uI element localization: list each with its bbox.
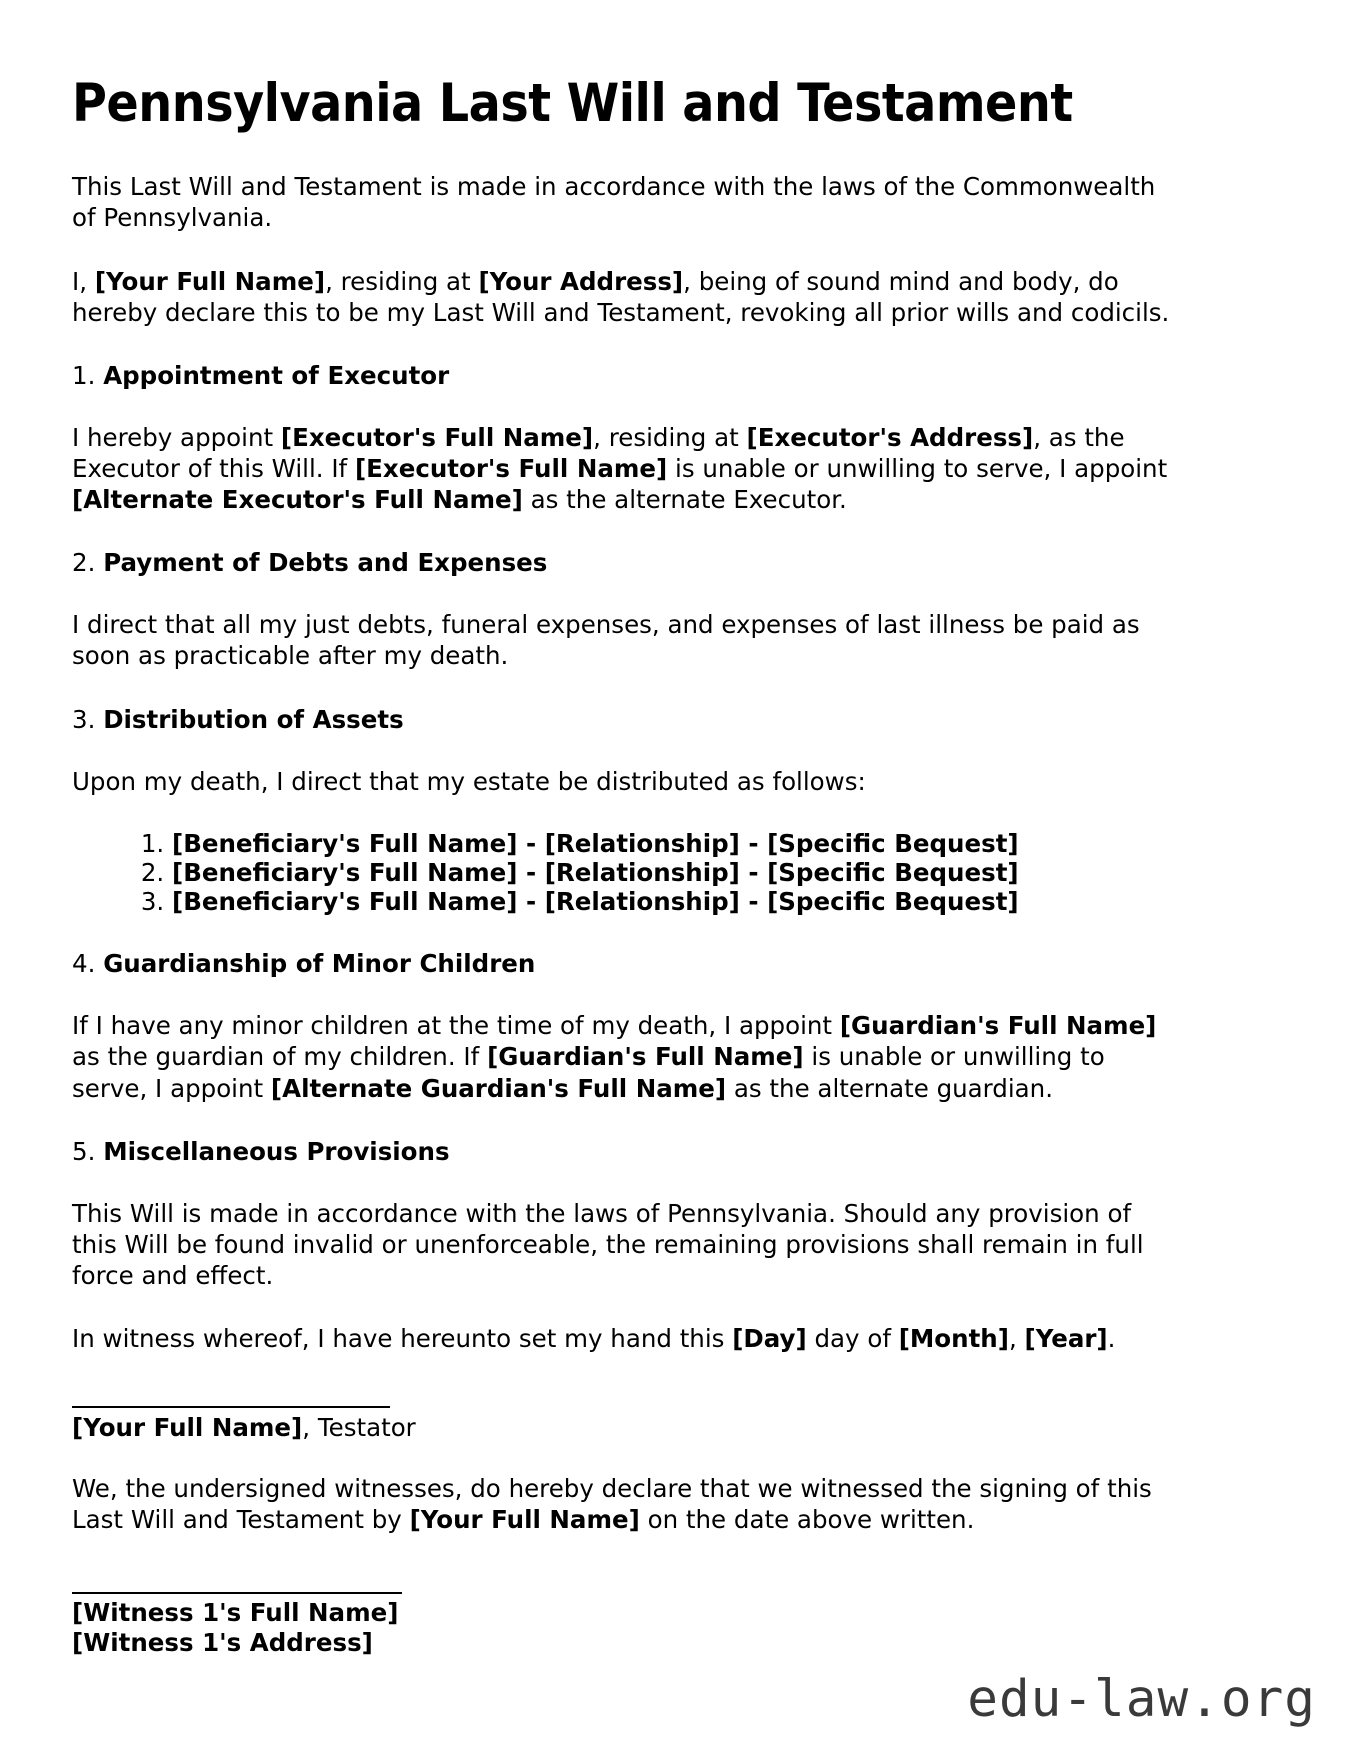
witness-whereof-text-1: In witness whereof, I have hereunto set my hand this bbox=[72, 1324, 733, 1354]
testator-signature-block bbox=[72, 1406, 1177, 1443]
witness-declaration-text-2: on the date above written. bbox=[639, 1505, 975, 1535]
guardianship-text-2: as the guardian of my children. If bbox=[72, 1042, 488, 1072]
witness-whereof-text-4: . bbox=[1107, 1324, 1116, 1354]
declaration-mid1: , residing at bbox=[325, 266, 479, 296]
alternate-guardian-name-placeholder: [Alternate Guardian's Full Name] bbox=[270, 1073, 727, 1103]
witness-declaration-text-1: We, the undersigned witnesses, do hereby declare that we witnessed the signing of this Last Will and Testament by bbox=[72, 1474, 1152, 1535]
guardian-name-placeholder-2: [Guardian's Full Name] bbox=[487, 1042, 804, 1072]
declaration-suffix: , being of sound mind and body, do hereby declare this to be my Last Will and Testament, revoking all prior wills and codicils. bbox=[72, 266, 1170, 327]
section-heading-miscellaneous bbox=[72, 1136, 1177, 1167]
beneficiary-list bbox=[72, 829, 1177, 916]
section-title-distribution: Distribution of Assets bbox=[103, 704, 404, 734]
witness-one-signature-line bbox=[72, 1592, 402, 1594]
page-title: Pennsylvania Last Will and Testament bbox=[72, 73, 1073, 134]
witness-whereof-paragraph bbox=[72, 1323, 1177, 1354]
section-heading-distribution bbox=[72, 704, 1177, 735]
witness-declaration-name-placeholder: [Your Full Name] bbox=[409, 1505, 640, 1535]
section-number-5: 5. bbox=[72, 1136, 96, 1166]
list-item bbox=[172, 829, 1177, 858]
executor-text-2: , residing at bbox=[593, 422, 747, 452]
intro-paragraph: This Last Will and Testament is made in accordance with the laws of the Commonwealth of Pennsylvania. bbox=[72, 172, 1156, 233]
beneficiary-entry-1: [Beneficiary's Full Name] - [Relationship] - [Specific Bequest] bbox=[172, 828, 1019, 858]
your-address-placeholder: [Your Address] bbox=[478, 266, 684, 296]
witness-one-address: [Witness 1's Address] bbox=[72, 1627, 373, 1657]
guardianship-text-3: is unable or unwilling to serve, I appoint bbox=[72, 1042, 1105, 1103]
testator-role-label: , Testator bbox=[302, 1413, 416, 1443]
executor-name-placeholder-2: [Executor's Full Name] bbox=[354, 454, 668, 484]
section-number-3: 3. bbox=[72, 704, 96, 734]
executor-text-4: is unable or unwilling to serve, I appoint bbox=[667, 454, 1168, 484]
your-full-name-placeholder: [Your Full Name] bbox=[94, 266, 326, 296]
alternate-executor-name-placeholder: [Alternate Executor's Full Name] bbox=[72, 485, 523, 515]
section-number-1: 1. bbox=[72, 360, 96, 390]
site-watermark: edu-law.org bbox=[967, 1670, 1316, 1729]
testator-signature-caption bbox=[72, 1412, 1177, 1443]
year-placeholder: [Year] bbox=[1024, 1324, 1108, 1354]
executor-name-placeholder: [Executor's Full Name] bbox=[280, 422, 594, 452]
beneficiary-entry-2: [Beneficiary's Full Name] - [Relationship] - [Specific Bequest] bbox=[172, 857, 1019, 887]
executor-address-placeholder: [Executor's Address] bbox=[746, 422, 1034, 452]
guardianship-text-4: as the alternate guardian. bbox=[726, 1073, 1053, 1103]
witness-one-name: [Witness 1's Full Name] bbox=[72, 1597, 399, 1627]
witness-one-block bbox=[72, 1592, 1177, 1659]
section-number-4: 4. bbox=[72, 949, 96, 979]
executor-text-3: , as the Executor of this Will. If bbox=[72, 422, 1125, 484]
month-placeholder: [Month] bbox=[898, 1324, 1009, 1354]
section-number-2: 2. bbox=[72, 548, 96, 578]
executor-body bbox=[72, 422, 1177, 515]
section-title-miscellaneous: Miscellaneous Provisions bbox=[103, 1136, 450, 1166]
executor-text-1: I hereby appoint bbox=[72, 422, 281, 452]
guardian-name-placeholder: [Guardian's Full Name] bbox=[839, 1011, 1157, 1041]
section-title-debts: Payment of Debts and Expenses bbox=[103, 548, 548, 578]
section-heading-guardianship bbox=[72, 948, 1177, 979]
executor-text-5: as the alternate Executor. bbox=[522, 485, 847, 515]
testator-signature-line bbox=[72, 1406, 390, 1408]
section-heading-debts bbox=[72, 547, 1177, 578]
section-title-executor: Appointment of Executor bbox=[103, 360, 450, 390]
declaration-paragraph bbox=[72, 266, 1177, 328]
beneficiary-entry-3: [Beneficiary's Full Name] - [Relationship] - [Specific Bequest] bbox=[172, 887, 1019, 917]
day-placeholder: [Day] bbox=[732, 1324, 807, 1354]
guardianship-text-1: If I have any minor children at the time of my death, I appoint bbox=[72, 1011, 840, 1041]
witness-whereof-text-3: , bbox=[1008, 1324, 1025, 1354]
testator-name-placeholder: [Your Full Name] bbox=[72, 1413, 303, 1443]
miscellaneous-body: This Will is made in accordance with the laws of Pennsylvania. Should any provision of this Will be found invalid or unenforceable, the remaining provisions shall remain in full force and effect. bbox=[72, 1198, 1144, 1290]
list-item bbox=[172, 858, 1177, 887]
section-heading-executor bbox=[72, 360, 1177, 391]
section-title-guardianship: Guardianship of Minor Children bbox=[103, 949, 536, 979]
distribution-intro: Upon my death, I direct that my estate be distributed as follows: bbox=[72, 766, 866, 796]
debts-body: I direct that all my just debts, funeral expenses, and expenses of last illness be paid as soon as practicable after my death. bbox=[72, 610, 1140, 671]
witness-whereof-text-2: day of bbox=[806, 1324, 899, 1354]
guardianship-body bbox=[72, 1010, 1177, 1103]
list-item bbox=[172, 887, 1177, 916]
witness-declaration-paragraph bbox=[72, 1473, 1177, 1535]
declaration-prefix: I, bbox=[72, 266, 95, 296]
